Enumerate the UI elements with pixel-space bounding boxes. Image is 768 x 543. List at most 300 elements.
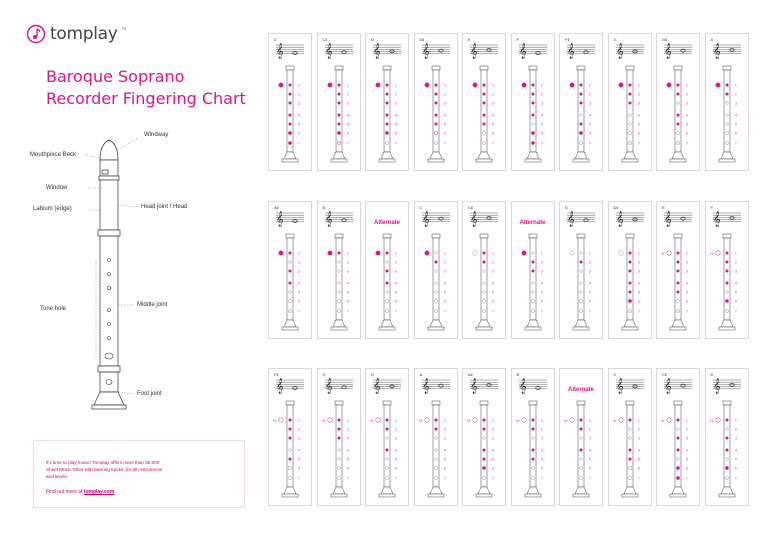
tone-hole	[531, 252, 534, 255]
alternate-label: Alternate	[519, 220, 546, 226]
thumb-hole	[424, 83, 428, 87]
thumb-hole	[667, 418, 671, 422]
tone-hole	[337, 437, 340, 440]
tone-hole	[628, 476, 631, 479]
promo-link[interactable]: tomplay.com	[83, 489, 115, 495]
note-head	[632, 385, 636, 388]
hole-number: 3	[346, 101, 349, 106]
tone-hole	[385, 131, 388, 134]
hole-number: 4	[540, 281, 543, 286]
half-hole-mark: ½	[321, 418, 325, 423]
treble-clef-icon: 𝄞	[470, 379, 478, 394]
hole-number: 3	[395, 436, 397, 441]
note-name: C♯	[662, 372, 667, 377]
hole-number: 1	[589, 418, 591, 423]
tone-hole	[434, 476, 437, 479]
treble-clef-icon: 𝄞	[518, 379, 527, 394]
hole-number: 6	[492, 131, 494, 136]
tone-hole	[725, 466, 728, 469]
note-head	[390, 385, 394, 388]
tone-hole	[337, 252, 340, 255]
tone-hole	[677, 458, 680, 461]
tone-hole	[434, 458, 437, 461]
tone-hole	[628, 123, 631, 126]
tone-hole	[628, 102, 631, 105]
treble-clef-icon: 𝄞	[712, 212, 721, 227]
label-tone-hole: Tone hole	[40, 306, 67, 312]
thumb-hole	[570, 83, 574, 87]
hole-number: 6	[637, 131, 640, 136]
tone-hole	[531, 141, 534, 144]
thumb-hole	[715, 83, 719, 87]
tone-hole	[483, 458, 486, 461]
tone-hole	[385, 299, 388, 302]
tone-hole	[580, 93, 583, 96]
hole-number: 4	[492, 448, 494, 453]
tone-hole	[531, 270, 534, 273]
hole-number: 1	[686, 83, 688, 88]
hole-number: 6	[686, 131, 688, 136]
treble-clef-icon: 𝄞	[470, 44, 478, 59]
hole-number: 3	[443, 436, 446, 441]
note-name: C♯	[322, 37, 328, 42]
tone-hole	[531, 437, 534, 440]
fingering-diagram	[365, 33, 409, 171]
half-hole-mark: ½	[612, 418, 616, 423]
hole-number: 1	[686, 251, 688, 256]
tone-hole	[676, 131, 679, 134]
tone-hole	[483, 419, 486, 422]
label-foot-joint: Foot joint	[137, 391, 162, 397]
treble-clef-icon: 𝄞	[664, 379, 672, 394]
tone-hole	[725, 419, 728, 422]
hole-number: 1	[492, 418, 494, 423]
tone-hole	[725, 141, 728, 144]
hole-number: 1	[540, 418, 543, 423]
tone-hole	[482, 476, 485, 479]
tone-hole	[725, 449, 728, 452]
note-name: G♯	[662, 37, 668, 42]
hole-number: 4	[589, 113, 591, 118]
hole-number: 2	[298, 92, 300, 97]
hole-number: 2	[492, 92, 494, 97]
fingering-diagram	[365, 201, 409, 339]
hole-number: 6	[443, 131, 446, 136]
title-line-1: Baroque Soprano	[46, 67, 185, 86]
brand-name: tomplay	[50, 24, 118, 44]
tone-hole	[289, 84, 292, 87]
tone-hole	[628, 270, 631, 273]
fingering-diagram	[656, 368, 700, 506]
hole-number: 7	[637, 476, 640, 481]
hole-number: 7	[298, 141, 300, 146]
hole-number: 6	[589, 299, 591, 304]
tone-hole	[580, 291, 583, 294]
tone-hole	[677, 123, 680, 126]
hole-number: 6	[540, 466, 543, 471]
tone-hole	[579, 131, 582, 134]
hole-number: 1	[734, 83, 737, 88]
hole-number: 4	[686, 448, 688, 453]
promo-find	[46, 489, 232, 495]
treble-clef-icon: 𝄞	[518, 44, 527, 59]
tone-hole	[483, 282, 486, 285]
tone-hole	[628, 437, 631, 440]
hole-number: 7	[492, 476, 494, 481]
hole-number: 2	[686, 260, 688, 265]
tone-hole	[677, 428, 680, 431]
tone-hole	[677, 84, 680, 87]
tone-hole	[288, 466, 291, 469]
fingering-card	[656, 368, 700, 506]
tone-hole	[386, 102, 389, 105]
fingering-card	[656, 201, 700, 339]
tone-hole	[676, 476, 679, 479]
hole-number: 2	[298, 427, 300, 432]
tone-hole	[289, 252, 292, 255]
tone-hole	[725, 84, 728, 87]
note-name: F♯	[274, 372, 279, 377]
tone-hole	[531, 458, 534, 461]
treble-clef-icon: 𝄞	[664, 44, 672, 59]
hole-number: 2	[395, 92, 397, 97]
tone-hole	[483, 261, 486, 264]
hole-number: 5	[734, 457, 737, 462]
tone-hole	[628, 291, 631, 294]
hole-number: 4	[395, 281, 397, 286]
note-name: A	[419, 372, 423, 377]
hole-number: 3	[443, 101, 446, 106]
hole-number: 2	[589, 427, 591, 432]
tone-hole	[434, 291, 437, 294]
tone-hole	[289, 458, 292, 461]
tone-hole	[628, 261, 631, 264]
hole-number: 5	[395, 457, 397, 462]
hole-number: 1	[637, 418, 640, 423]
hole-number: 3	[298, 436, 300, 441]
tone-hole	[677, 93, 680, 96]
fingering-card	[511, 201, 555, 339]
half-hole-mark: ½	[661, 251, 665, 256]
hole-number: 7	[540, 476, 543, 481]
hole-number: 6	[346, 299, 349, 304]
note-name: E	[662, 205, 665, 210]
treble-clef-icon: 𝄞	[470, 212, 478, 227]
hole-number: 2	[589, 260, 591, 265]
hole-number: 4	[443, 113, 446, 118]
hole-number: 3	[686, 436, 688, 441]
hole-number: 1	[589, 83, 591, 88]
hole-number: 7	[589, 309, 591, 314]
tone-hole	[337, 419, 340, 422]
tone-hole	[628, 252, 631, 255]
tone-hole	[386, 428, 389, 431]
hole-number: 5	[492, 457, 494, 462]
tone-hole	[337, 131, 340, 134]
tone-hole	[434, 309, 437, 312]
note-name: C	[419, 205, 423, 210]
half-hole-mark: ½	[709, 418, 713, 423]
note-head	[341, 219, 345, 222]
hole-number: 7	[346, 476, 349, 481]
hole-number: 2	[589, 92, 591, 97]
tone-hole	[337, 270, 340, 273]
hole-number: 6	[395, 131, 397, 136]
hole-number: 1	[346, 251, 349, 256]
tone-hole	[386, 437, 389, 440]
hole-number: 6	[637, 299, 640, 304]
tone-hole	[725, 282, 728, 285]
tone-hole	[386, 84, 389, 87]
fingering-diagram	[559, 368, 603, 506]
hole-number: 5	[540, 122, 543, 127]
tone-hole	[628, 141, 631, 144]
thumb-hole	[715, 418, 719, 422]
thumb-hole	[618, 418, 622, 422]
tone-hole	[725, 270, 728, 273]
treble-clef-icon: 𝄞	[324, 44, 333, 59]
tone-hole	[434, 141, 437, 144]
fingering-diagram	[462, 33, 506, 171]
hole-number: 1	[346, 418, 349, 423]
hole-number: 7	[540, 309, 543, 314]
hole-number: 1	[443, 418, 446, 423]
tone-hole	[483, 270, 486, 273]
fingering-diagram	[705, 33, 749, 171]
hole-number: 5	[443, 457, 446, 462]
hole-number: 3	[443, 269, 446, 274]
tone-hole	[725, 309, 728, 312]
tone-hole	[580, 419, 583, 422]
tone-hole	[579, 299, 582, 302]
note-name: D♯	[419, 37, 425, 42]
half-hole-mark: ½	[467, 418, 471, 423]
hole-number: 7	[443, 476, 446, 481]
logo[interactable]	[26, 24, 127, 44]
note-name: D	[710, 372, 714, 377]
thumb-hole	[521, 418, 525, 422]
hole-number: 7	[686, 309, 688, 314]
tone-hole	[725, 114, 728, 117]
tone-hole	[434, 131, 437, 134]
hole-number: 6	[540, 131, 543, 136]
tone-hole	[434, 114, 437, 117]
note-head	[632, 218, 636, 221]
hole-number: 5	[637, 290, 640, 295]
tone-hole	[677, 282, 680, 285]
hole-number: 1	[734, 418, 737, 423]
tone-hole	[725, 102, 728, 105]
note-name: C	[613, 372, 617, 377]
hole-number: 3	[637, 436, 640, 441]
note-name: A♯	[274, 205, 279, 210]
hole-number: 2	[443, 260, 446, 265]
hole-number: 4	[637, 113, 640, 118]
tone-hole	[579, 476, 582, 479]
thumb-hole	[279, 83, 283, 87]
hole-number: 5	[686, 122, 688, 127]
hole-number: 2	[540, 427, 543, 432]
hole-number: 3	[540, 101, 543, 106]
hole-number: 5	[734, 122, 737, 127]
hole-number: 5	[540, 290, 543, 295]
note-head	[584, 51, 588, 54]
hole-number: 5	[734, 290, 737, 295]
fingering-diagram	[317, 33, 361, 171]
treble-clef-icon: 𝄞	[615, 212, 624, 227]
tone-hole	[531, 291, 534, 294]
tone-hole	[579, 309, 582, 312]
hole-number: 3	[734, 269, 737, 274]
half-hole-mark: ½	[564, 418, 568, 423]
tone-hole	[580, 282, 583, 285]
fingering-card	[511, 368, 555, 506]
half-hole-mark: ½	[418, 418, 422, 423]
thumb-hole	[521, 83, 525, 87]
hole-number: 3	[395, 269, 397, 274]
hole-number: 7	[686, 141, 688, 146]
hole-number: 1	[492, 83, 494, 88]
thumb-hole	[618, 83, 622, 87]
hole-number: 2	[540, 260, 543, 265]
hole-number: 4	[298, 113, 300, 118]
tone-hole	[580, 252, 583, 255]
tone-hole	[580, 84, 583, 87]
fingering-diagram	[462, 201, 506, 339]
tone-hole	[337, 84, 340, 87]
tone-hole	[289, 282, 292, 285]
hole-number: 1	[734, 251, 737, 256]
fingering-card	[414, 368, 458, 506]
tone-hole	[337, 458, 340, 461]
tone-hole	[531, 102, 534, 105]
fingering-diagram	[462, 368, 506, 506]
hole-number: 1	[395, 83, 397, 88]
hole-number: 4	[686, 113, 688, 118]
tone-hole	[434, 299, 437, 302]
hole-number: 7	[443, 309, 446, 314]
fingering-diagram	[656, 33, 700, 171]
tone-hole	[580, 437, 583, 440]
tone-hole	[289, 449, 292, 452]
fingering-diagram	[365, 368, 409, 506]
hole-number: 1	[492, 251, 494, 256]
note-name: G	[322, 372, 326, 377]
hole-number: 3	[346, 436, 349, 441]
tone-hole	[580, 261, 583, 264]
tone-hole	[386, 114, 389, 117]
fingering-card	[365, 201, 409, 339]
tone-hole	[288, 299, 291, 302]
hole-number: 5	[637, 122, 640, 127]
treble-clef-icon: 𝄞	[421, 212, 430, 227]
tone-hole	[289, 261, 292, 264]
tone-hole	[628, 466, 631, 469]
hole-number: 3	[298, 269, 300, 274]
hole-number: 6	[443, 299, 446, 304]
tone-hole	[434, 123, 437, 126]
treble-clef-icon: 𝄞	[324, 379, 333, 394]
label-window: Window	[46, 185, 68, 191]
note-head	[341, 51, 345, 54]
treble-clef-icon: 𝄞	[421, 44, 430, 59]
hole-number: 7	[589, 476, 591, 481]
hole-number: 7	[589, 141, 591, 146]
thumb-hole	[424, 251, 428, 255]
note-name: B	[516, 372, 520, 377]
treble-clef-icon: 𝄞	[615, 44, 624, 59]
hole-number: 4	[492, 281, 494, 286]
half-hole-mark: ½	[370, 418, 374, 423]
hole-number: 5	[395, 290, 397, 295]
hole-number: 3	[346, 269, 349, 274]
half-hole-mark: ½	[273, 418, 277, 423]
tone-hole	[289, 114, 292, 117]
tone-hole	[531, 419, 534, 422]
hole-number: 7	[492, 309, 494, 314]
hole-number: 1	[637, 251, 640, 256]
fingering-diagram	[705, 368, 749, 506]
tone-hole	[434, 449, 437, 452]
tone-hole	[580, 428, 583, 431]
hole-number: 6	[637, 466, 640, 471]
hole-number: 3	[734, 101, 737, 106]
tone-hole	[677, 437, 680, 440]
title-line-2: Recorder Fingering Chart	[46, 89, 246, 108]
tone-hole	[386, 270, 389, 273]
fingering-diagram	[608, 368, 652, 506]
hole-number: 7	[492, 141, 494, 146]
fingering-diagram	[414, 33, 458, 171]
hole-number: 4	[734, 448, 737, 453]
tone-hole	[579, 141, 582, 144]
fingering-card	[317, 368, 361, 506]
hole-number: 6	[589, 466, 591, 471]
fingering-card	[559, 201, 603, 339]
hole-number: 7	[734, 476, 737, 481]
hole-number: 4	[734, 113, 737, 118]
hole-number: 2	[734, 92, 737, 97]
thumb-hole	[376, 83, 380, 87]
tone-hole	[531, 282, 534, 285]
hole-number: 6	[346, 131, 349, 136]
hole-number: 5	[589, 290, 591, 295]
hole-number: 4	[298, 448, 300, 453]
hole-number: 7	[686, 476, 688, 481]
fingering-card	[268, 201, 312, 339]
thumb-hole	[327, 83, 331, 87]
hole-number: 3	[492, 269, 494, 274]
treble-clef-icon: 𝄞	[712, 44, 721, 59]
tone-hole	[434, 261, 437, 264]
tone-hole	[531, 299, 534, 302]
fingering-card	[705, 33, 749, 171]
tone-hole	[337, 428, 340, 431]
label-middle-joint: Middle joint	[137, 302, 168, 308]
tone-hole	[337, 123, 340, 126]
tone-hole	[676, 141, 679, 144]
hole-number: 6	[443, 466, 446, 471]
hole-number: 3	[540, 436, 543, 441]
hole-number: 1	[298, 418, 300, 423]
fingering-diagram	[608, 201, 652, 339]
tone-hole	[434, 84, 437, 87]
note-head	[729, 383, 733, 386]
note-head	[584, 219, 588, 222]
tone-hole	[289, 270, 292, 273]
hole-number: 6	[734, 466, 737, 471]
hole-number: 7	[395, 476, 397, 481]
